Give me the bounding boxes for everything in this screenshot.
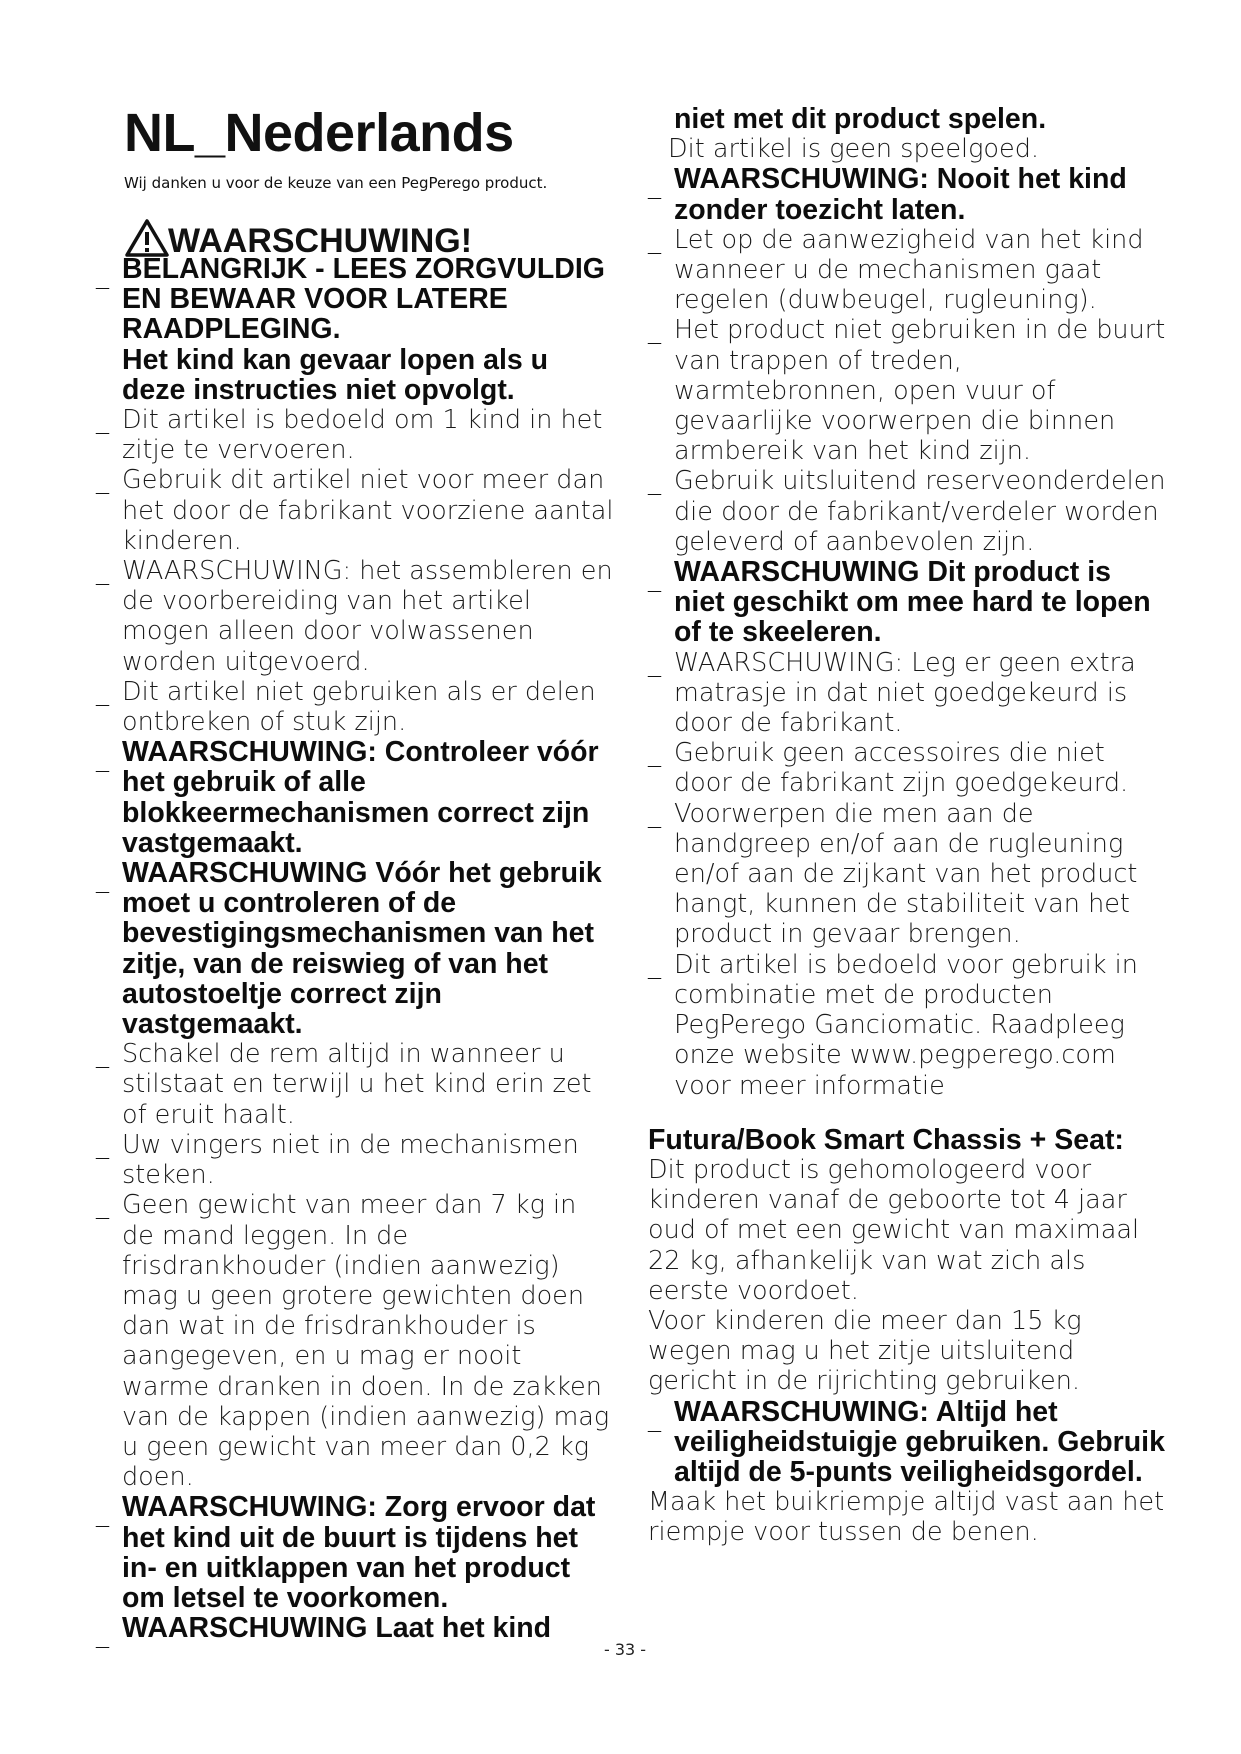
item-text: WAARSCHUWING: Leg er geen extra matrasje in dat niet goedgekeurd is door de fabrikant.	[674, 647, 1136, 739]
list-item	[648, 799, 1168, 950]
bullet-dash: _	[96, 676, 109, 707]
bullet-dash: _	[648, 1402, 661, 1433]
continued-warning: niet met dit product spelen.	[674, 103, 1047, 135]
right-column	[648, 104, 1168, 1548]
bullet-dash: _	[648, 315, 661, 346]
item-warning: WAARSCHUWING: Altijd het veiligheidstuigje gebruiken. Gebruik altijd de 5-punts veiligheidsgordel.	[674, 1395, 1165, 1488]
bullet-dash: _	[648, 466, 661, 497]
bullet-dash: _	[96, 1190, 109, 1221]
page-number: - 33 -	[604, 1640, 647, 1659]
list-item	[96, 677, 616, 737]
bullet-dash: _	[648, 563, 661, 594]
bullet-dash: _	[96, 1039, 109, 1070]
item-text: Dit artikel is bedoeld voor gebruik in combinatie met de producten PegPerego Ganciomatic. Raadpleeg onze website www.pegperego.com voor meer informatie	[674, 949, 1138, 1101]
list-item	[96, 1612, 616, 1650]
item-text: Dit artikel niet gebruiken als er delen ontbreken of stuk zijn.	[122, 676, 596, 738]
bullet-dash: _	[96, 864, 109, 895]
list-item	[96, 1190, 616, 1492]
list-item	[96, 1130, 616, 1190]
important-notice: BELANGRIJK - LEES ZORGVULDIG EN BEWAAR VOOR LATERE RAADPLEGING.	[122, 253, 605, 346]
item-text: Geen gewicht van meer dan 7 kg in de mand leggen. In de frisdrankhouder (indien aanwezig) mag u geen grotere gewichten doen dan wat in de frisdrankhouder is aangegeven, en u mag er nooit warme dranken in doen. In de zakken van de kappen (indien aanwezig) mag u geen gewicht van meer dan 0,2 kg doen.	[122, 1190, 610, 1493]
list-item	[648, 466, 1168, 557]
list-item	[648, 557, 1168, 648]
item-warning: WAARSCHUWING Dit product is niet geschikt om mee hard te lopen of te skeeleren.	[674, 556, 1151, 649]
bullet-dash: _	[648, 949, 661, 980]
list-item	[648, 315, 1168, 466]
section-title: Futura/Book Smart Chassis + Seat:	[648, 1123, 1124, 1156]
bullet-dash: _	[648, 798, 661, 829]
section-text: Voor kinderen die meer dan 15 kg wegen mag u het zitje uitsluitend gericht in de rijrichting gebruiken.	[648, 1305, 1082, 1397]
bullet-dash: _	[96, 556, 109, 587]
item-warning: WAARSCHUWING: Controleer vóór het gebruik of alle blokkeermechanismen correct zijn vastgemaakt.	[122, 736, 599, 859]
bullet-dash: _	[96, 465, 109, 496]
list-item	[96, 858, 616, 1039]
item-warning: WAARSCHUWING Vóór het gebruik moet u controleren of de bevestigingsmechanismen van het zitje, van de reiswieg of van het autostoeltje correct zijn vastgemaakt.	[122, 857, 602, 1041]
list-item	[96, 405, 616, 465]
item-text: Gebruik geen accessoires die niet door de fabrikant zijn goedgekeurd.	[674, 738, 1129, 799]
bullet-dash: _	[648, 170, 661, 201]
item-text: Dit artikel is bedoeld om 1 kind in het zitje te vervoeren.	[122, 405, 603, 466]
item-text: Let op de aanwezigheid van het kind wanneer u de mechanismen gaat regelen (duwbeugel, rugleuning).	[674, 224, 1144, 316]
bullet-dash: _	[96, 1129, 109, 1160]
danger-notice: Het kind kan gevaar lopen als u deze instructies niet opvolgt.	[122, 343, 549, 406]
list-item	[96, 254, 616, 405]
list-item	[648, 648, 1168, 739]
bullet-dash: _	[96, 260, 109, 290]
list-item	[648, 950, 1168, 1101]
list-item	[96, 556, 616, 677]
bullet-dash: _	[96, 405, 109, 436]
section-text: Maak het buikriempje altijd vast aan het riempje voor tussen de benen.	[648, 1487, 1165, 1548]
list-item	[648, 225, 1168, 316]
item-warning: WAARSCHUWING: Zorg ervoor dat het kind uit de buurt is tijdens het in- en uitklappen van het product om letsel te voorkomen.	[122, 1491, 596, 1614]
list-item	[648, 738, 1168, 798]
list-item	[96, 737, 616, 858]
item-text: Voorwerpen die men aan de handgreep en/of aan de rugleuning en/of aan de zijkant van het product hangt, kunnen de stabiliteit van het product in gevaar brengen.	[674, 798, 1138, 950]
list-item	[648, 1397, 1168, 1488]
item-text: WAARSCHUWING: het assembleren en de voorbereiding van het artikel mogen alleen door volwassenen worden uitgevoerd.	[122, 556, 613, 677]
list-item	[96, 1039, 616, 1130]
bullet-dash: _	[96, 1498, 109, 1529]
item-text: Gebruik dit artikel niet voor meer dan het door de fabrikant voorziene aantal kinderen.	[122, 465, 614, 556]
item-text: Schakel de rem altijd in wanneer u stilstaat en terwijl u het kind erin zet of eruit haalt.	[122, 1039, 592, 1130]
item-text: Het product niet gebruiken in de buurt van trappen of treden, warmtebronnen, open vuur of gevaarlijke voorwerpen die binnen armbereik van het kind zijn.	[674, 315, 1166, 467]
bullet-dash: _	[648, 647, 661, 678]
item-warning: WAARSCHUWING: Nooit het kind zonder toezicht laten.	[674, 163, 1127, 226]
continued-text: Dit artikel is geen speelgoed.	[668, 134, 1039, 165]
item-warning: WAARSCHUWING Laat het kind	[122, 1612, 552, 1645]
bullet-dash: _	[648, 224, 661, 255]
bullet-dash: _	[648, 738, 661, 769]
list-item	[96, 1492, 616, 1613]
section-text: Dit product is gehomologeerd voor kinderen vanaf de geboorte tot 4 jaar oud of met een gewicht van maximaal 22 kg, afhankelijk van wat zich als eerste voordoet.	[648, 1154, 1140, 1306]
item-text: Gebruik uitsluitend reserveonderdelen die door de fabrikant/verdeler worden geleverd of aanbevolen zijn.	[674, 466, 1166, 557]
bullet-dash: _	[96, 1619, 109, 1650]
item-text: Uw vingers niet in de mechanismen steken.	[122, 1129, 579, 1191]
thanks-line: Wij danken u voor de keuze van een PegPerego product.	[124, 174, 548, 192]
bullet-dash: _	[96, 743, 109, 774]
warning-title: WAARSCHUWING!	[168, 222, 473, 260]
list-item	[648, 164, 1168, 224]
warning-heading	[124, 218, 472, 258]
warning-triangle-icon	[124, 218, 170, 258]
page-title: NL_Nederlands	[124, 103, 514, 163]
list-item	[96, 465, 616, 556]
left-column	[96, 253, 616, 1650]
